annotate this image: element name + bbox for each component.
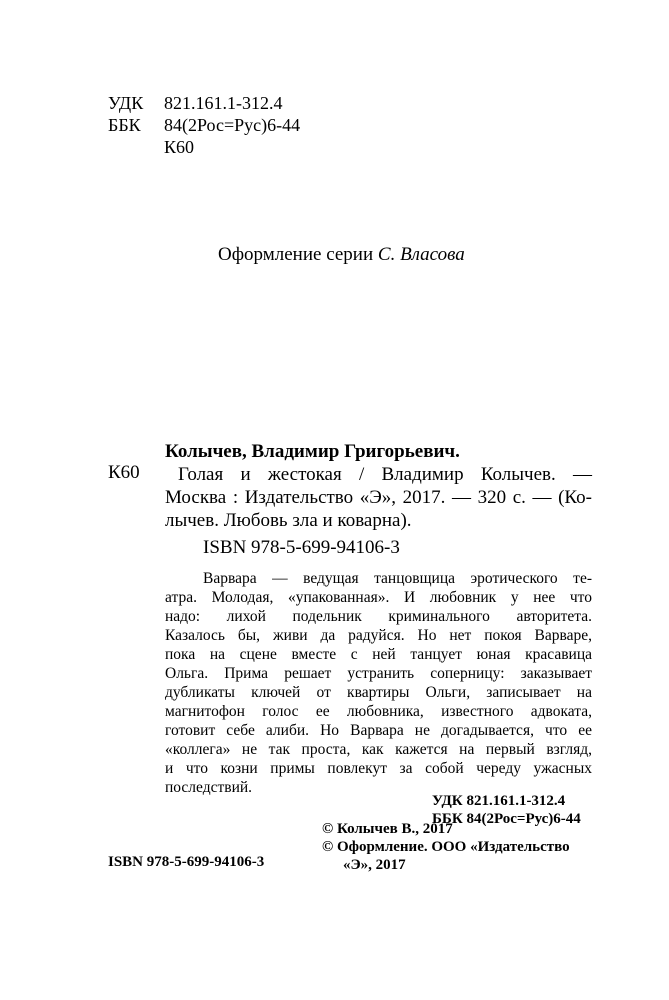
annotation-line-2: атра. Молодая, «упакованная». И любовник у нее что	[165, 589, 592, 606]
author-mark: К60	[108, 462, 140, 483]
copyright-design-year: «Э», 2017	[343, 857, 406, 873]
entry-body-cont	[165, 486, 592, 532]
entry-body	[178, 463, 592, 486]
author-heading: Колычев, Владимир Григорьевич.	[165, 441, 460, 462]
copyright-design: © Оформление. ООО «Издательство	[322, 839, 570, 855]
author-mark-top: К60	[164, 137, 195, 157]
annotation-line-3: надо: лихой подельник криминального авторитета.	[165, 608, 592, 625]
classification-bbk: ББК 84(2Рос=Рус)6-44	[432, 811, 581, 827]
bbk-label: ББК	[108, 115, 141, 135]
udk-label: УДК	[108, 93, 144, 113]
classification-codes	[108, 92, 300, 158]
entry-line-3: лычев. Любовь зла и коварна).	[165, 510, 412, 531]
classification-udk: УДК 821.161.1-312.4	[432, 793, 566, 809]
annotation	[165, 588, 592, 797]
annotation-line-5: пока на сцене вместе с ней танцует юная красавица	[165, 646, 592, 663]
udk-value: 821.161.1-312.4	[164, 93, 283, 113]
entry-line-1: Голая и жестокая / Владимир Колычев. —	[178, 464, 592, 485]
annotation-line-8: магнитофон голос ее любовника, известного адвоката,	[165, 703, 592, 720]
annotation-line-11: и что козни примы повлекут за собой череду ужасных	[165, 760, 592, 777]
series-prefix: Оформление серии	[218, 244, 374, 265]
series-credit	[218, 244, 465, 266]
annotation-first	[203, 569, 592, 588]
entry-line-2: Москва : Издательство «Э», 2017. — 320 с. — (Ко-	[165, 487, 592, 508]
annotation-line-10: «коллега» не так проста, как кажется на первый взгляд,	[165, 741, 592, 758]
bbk-row	[108, 114, 300, 136]
series-designer: С. Власова	[377, 244, 465, 265]
entry-isbn: ISBN 978-5-699-94106-3	[203, 537, 400, 558]
annotation-line-6: Ольга. Прима решает устранить соперницу: заказывает	[165, 665, 592, 682]
copyright-author: © Колычев В., 2017	[322, 821, 453, 837]
udk-row	[108, 92, 300, 114]
copyright-block	[322, 820, 570, 874]
annotation-line-9: готовит себе алиби. Но Варвара не догадывается, что ее	[165, 722, 592, 739]
annotation-line-7: дубликаты ключей от квартиры Ольги, записывает на	[165, 684, 592, 701]
annotation-line-4: Казалось бы, живи да радуйся. Но нет покоя Варваре,	[165, 627, 592, 644]
annotation-line-1: Варвара — ведущая танцовщица эротического те-	[203, 570, 592, 587]
annotation-line-12: последствий.	[165, 779, 253, 796]
bbk-value: 84(2Рос=Рус)6-44	[164, 115, 301, 135]
footer-isbn: ISBN 978-5-699-94106-3	[108, 854, 265, 870]
